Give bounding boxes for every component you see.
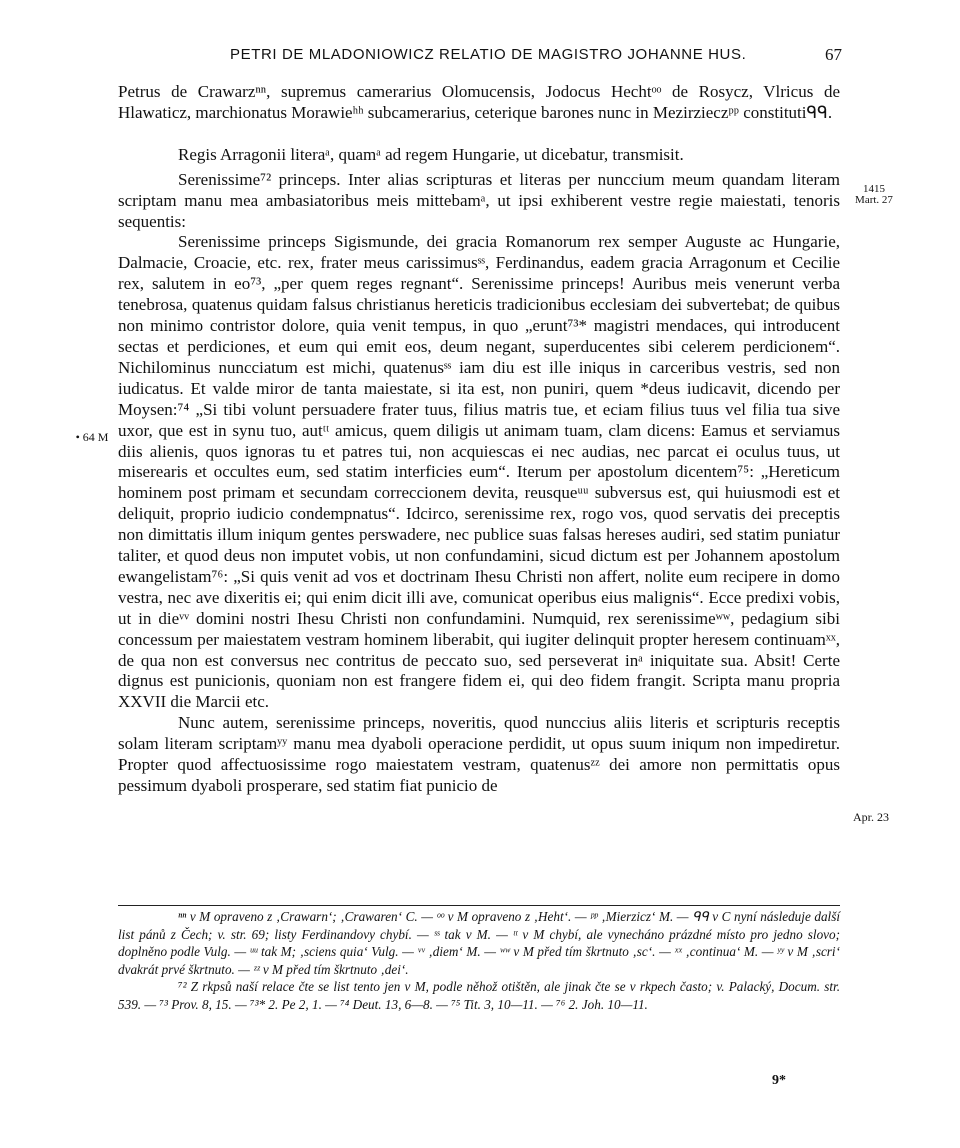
paragraph-nunc-autem: Nunc autem, serenissime princeps, noveritis, quod nunccius aliis literis et scripturis receptis solam literam scriptamʸʸ manu mea dyaboli operacione perdidit, ut opus suum iniqum non impediretur. Propter quod affectuosissime rogo maiestatem vestram, quatenusᶻᶻ dei amore non permittatis opus pessimum dyaboli prosperare, sed statim fiat punicio de bbox=[118, 713, 840, 795]
paragraph-barons: Petrus de Crawarzⁿⁿ, supremus camerarius Olomucensis, Jodocus Hechtᵒᵒ de Rosycz, Vlricus de Hlawaticz, marchionatus Morawieʰʰ subcamerarius, ceterique barones nunc in Mezirzieczᵖᵖ constitutiᑫᑫ. bbox=[118, 82, 840, 122]
footnote-sources: ⁷² Z rkpsů naší relace čte se list tento jen v M, podle něhož otištěn, ale jinak čte se v rkpech často; v. Palacký, Docum. str. 539. — ⁷³ Prov. 8, 15. — ⁷³* 2. Pe 2, 1. — ⁷⁴ Deut. 13, 6—8. — ⁷⁵ Tit. 3, 10—11. — ⁷⁶ 2. Joh. 10—11. bbox=[118, 979, 840, 1012]
margin-page-reference: • 64 M bbox=[75, 430, 109, 444]
margin-date-1-year: 1415 bbox=[863, 183, 885, 195]
paragraph-gap bbox=[118, 124, 840, 145]
paragraph-letter: Serenissime princeps Sigismunde, dei gracia Romanorum rex semper Auguste ac Hungarie, Dalmacie, Croacie, etc. rex, frater meus carissimusˢˢ, Ferdinandus, eadem gracia Arragonum et Cecilie rex, salutem in eo⁷³, „per quem reges regnant“. Serenissime princeps! Auribus meis venerunt verba tenebrosa, quatenus quidam falsus christianus hereticis tradicionibus ecclesiam dei subvertebat; de quibus non minimo contristor dolore, quia venit tempus, in quo „erunt⁷³* magistri mendaces, qui introducent sectas et perdiciones, et eum qui emit eos, deum negant, superducentes sibi celerem perdicionem“. Nichilominus nuncciatum est michi, quatenusˢˢ iam diu est ille iniqus in carceribus vestris, sed non iudicatus. Et valde miror de tanta maiestate, si ita est, non puniri, quem *deus iudicavit, dicendo per Moysen:⁷⁴ „Si tibi volunt persuadere frater tuus, filius matris tue, et eciam filius tuus vel filia tua sive uxor, que est in synu tuo, autᵗᵗ amicus, quem diligis ut animam tuam, clam dicens: Eamus et serviamus diis alienis, quos ignoras tu et patres tui, non acquiescas ei nec audias, nec parcat ei oculus tuus, ut miserearis et occultes eum, sed statim interficies eum“. Iterum per apostolum dicentem⁷⁵: „Hereticum hominem post primam et secundam correccionem devita, reusqueᵘᵘ subversus est, qui huiusmodi est et deliquit, proprio iudicio condempnatus“. Idcirco, serenissime rex, rogo vos, quod servatis dei preceptis non dimittatis illum iniqum gentes perswadere, nec publice suas falsas hereses audiri, sed statim puniatur taliter, et quod deus non imputet vobis, ut non confundamini, sicud dictum est per Johannem apostolum ewangelistam⁷⁶: „Si quis venit ad vos et doctrinam Ihesu Christi non affert, nolite eum recipere in domo vestra, nec ave dixeritis ei; qui enim dicit illi ave, comunicat operibus eius malignis“. Ecce predixi vobis, ut in dieᵛᵛ domini nostri Ihesu Christi non confundamini. Numquid, rex serenissimeʷʷ, pedagium sibi concessum per maiestatem vestram hominem liberabit, qui iugiter delinquit propter heresem continuamˣˣ, de qua non est conversus nec contritus de peccato suo, sed perseverat inᵃ iniquitate sua. Absit! Certe dignus est punicionis, quoniam non est frangere fidem ei, qui deo fidem frangit. Scripta manu propria XXVII die Marcii etc. bbox=[118, 232, 840, 712]
footnote-textual: ⁿⁿ v M opraveno z ‚Crawarn‘; ‚Crawaren‘ C. — ᵒᵒ v M opraveno z ‚Heht‘. — ᵖᵖ ‚Mierzicz‘ M. — ᑫᑫ v C nyní následuje další list pánů z Čech; v. str. 69; listy Ferdinandovy chybí. — ˢˢ tak v M. — ᵗᵗ v M chybí, ale vynecháno prázdné místo pro jedno slovo; doplněno podle Vulg. — ᵘᵘ tak M; ‚sciens quia‘ Vulg. — ᵛᵛ ‚diem‘ M. — ʷʷ v M před tím škrtnuto ‚sc‘. — ˣˣ ‚continua‘ M. — ʸʸ v M ‚scri‘ dvakrát prvé škrtnuto. — ᶻᶻ v M před tím škrtnuto ‚dei‘. bbox=[118, 909, 840, 977]
footnote-divider bbox=[118, 905, 840, 906]
margin-date-1 bbox=[854, 184, 894, 206]
paragraph-heading-letter: Regis Arragonii literaᵃ, quamᵃ ad regem Hungarie, ut dicebatur, transmisit. bbox=[178, 144, 684, 164]
paragraph-intro: Serenissime⁷² princeps. Inter alias scripturas et literas per nunccium meum quandam literam scriptam manu mea ambasiatoribus meis mittebamᵃ, ut ipsi exhiberent vestre regie maiestati, tenoris sequentis: bbox=[118, 169, 840, 231]
signature-mark: 9* bbox=[772, 1073, 786, 1088]
margin-date-1-day: Mart. 27 bbox=[855, 194, 893, 206]
running-title: PETRI DE MLADONIOWICZ RELATIO DE MAGISTRO JOHANNE HUS. bbox=[230, 46, 747, 63]
footnotes bbox=[118, 908, 840, 1014]
main-text bbox=[118, 82, 840, 797]
page-number: 67 bbox=[825, 45, 842, 64]
margin-date-2: Apr. 23 bbox=[853, 810, 889, 824]
page-header bbox=[120, 46, 850, 70]
